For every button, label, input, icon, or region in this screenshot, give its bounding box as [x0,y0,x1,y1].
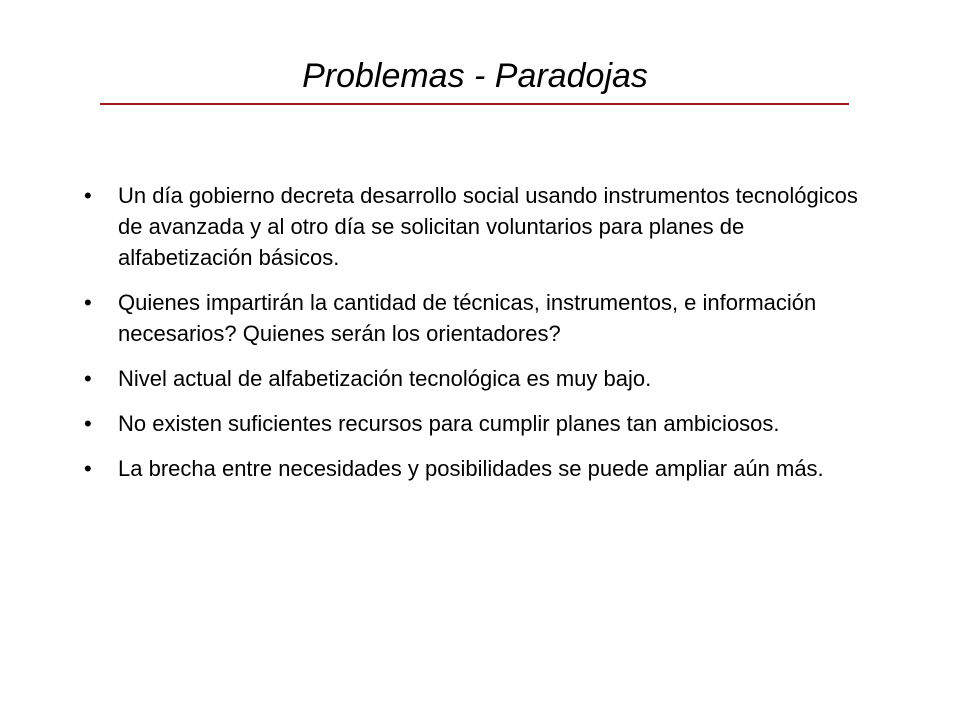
bullet-marker: • [84,411,92,436]
bullet-text: Quienes impartirán la cantidad de técnicas, instrumentos, e información necesarios? Quienes serán los orientadores? [118,290,817,346]
bullet-marker: • [84,366,92,391]
bullet-marker: • [84,456,92,481]
title-underline [100,103,849,105]
slide-title: Problemas - Paradojas [302,57,648,95]
bullet-item [80,180,870,273]
bullet-text: La brecha entre necesidades y posibilidades se puede ampliar aún más. [118,456,824,481]
bullet-text: No existen suficientes recursos para cumplir planes tan ambiciosos. [118,411,780,436]
bullet-item [80,287,870,349]
bullet-item [80,408,870,439]
bullet-list [80,180,870,498]
bullet-text: Nivel actual de alfabetización tecnológica es muy bajo. [118,366,652,391]
bullet-marker: • [84,183,92,208]
bullet-text: Un día gobierno decreta desarrollo social usando instrumentos tecnológicos de avanzada y al otro día se solicitan voluntarios para planes de alfabetización básicos. [118,183,858,270]
bullet-item [80,453,870,484]
bullet-marker: • [84,290,92,315]
bullet-item [80,363,870,394]
